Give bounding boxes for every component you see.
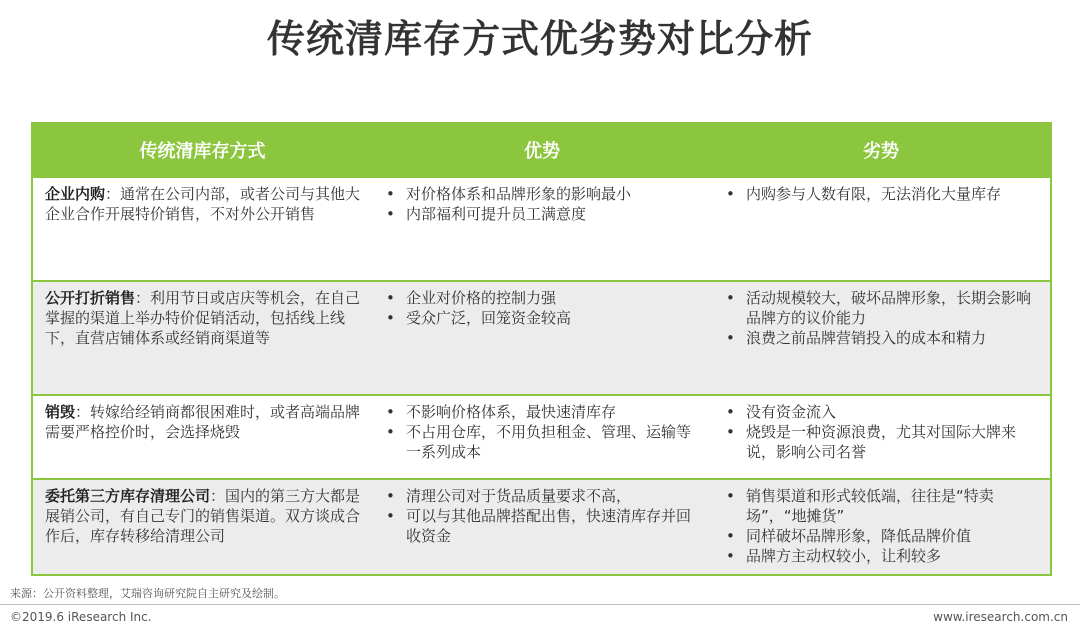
website-link[interactable]: www.iresearch.com.cn [933, 610, 1068, 624]
table-row [33, 395, 1050, 479]
footer-divider [0, 604, 1080, 605]
method-name: 委托第三方库存清理公司 [45, 487, 211, 505]
method-cell [33, 479, 372, 574]
method-name: 销毁 [45, 403, 76, 421]
table-row [33, 479, 1050, 574]
header-method: 传统清库存方式 [33, 124, 372, 177]
table-row [33, 281, 1050, 395]
pros-cell [372, 479, 712, 574]
copyright: ©2019.6 iResearch Inc. [10, 610, 152, 624]
list-item: • 企业对价格的控制力强 [382, 288, 704, 308]
list-item: • 品牌方主动权较小，让利较多 [722, 546, 1042, 566]
page-title: 传统清库存方式优劣势对比分析 [266, 17, 813, 61]
method-desc: ：国内的第三方大都是展销公司，有自己专门的销售渠道。双方谈成合作后，库存转移给清理公司 [45, 487, 361, 545]
list-item: • 内购参与人数有限，无法消化大量库存 [722, 184, 1042, 204]
header-cons: 劣势 [712, 124, 1050, 177]
cons-cell [712, 281, 1050, 395]
list-item: • 同样破坏品牌形象，降低品牌价值 [722, 526, 1042, 546]
list-item: • 烧毁是一种资源浪费，尤其对国际大牌来说，影响公司名誉 [722, 422, 1042, 462]
list-item: • 没有资金流入 [722, 402, 1042, 422]
cons-cell [712, 395, 1050, 479]
list-item: • 不占用仓库，不用负担租金、管理、运输等一系列成本 [382, 422, 704, 462]
list-item: • 内部福利可提升员工满意度 [382, 204, 704, 224]
table-header-row [33, 124, 1050, 177]
table-row [33, 177, 1050, 281]
method-desc: ：通常在公司内部，或者公司与其他大企业合作开展特价销售，不对外公开销售 [45, 185, 361, 223]
method-name: 公开打折销售 [45, 289, 136, 307]
method-desc: ：利用节日或店庆等机会，在自己掌握的渠道上举办特价促销活动，包括线上线下，直营店铺体系或经销商渠道等 [45, 289, 361, 347]
cons-cell [712, 479, 1050, 574]
pros-cell [372, 177, 712, 281]
source-note: 来源：公开资料整理，艾瑞咨询研究院自主研究及绘制。 [10, 587, 285, 600]
method-cell [33, 281, 372, 395]
list-item: • 不影响价格体系，最快速清库存 [382, 402, 704, 422]
list-item: • 活动规模较大，破坏品牌形象，长期会影响品牌方的议价能力 [722, 288, 1042, 328]
pros-cell [372, 281, 712, 395]
header-pros: 优势 [372, 124, 712, 177]
list-item: • 销售渠道和形式较低端，往往是“特卖场”，“地摊货” [722, 486, 1042, 526]
pros-cell [372, 395, 712, 479]
method-cell [33, 395, 372, 479]
list-item: • 浪费之前品牌营销投入的成本和精力 [722, 328, 1042, 348]
cons-cell [712, 177, 1050, 281]
list-item: • 对价格体系和品牌形象的影响最小 [382, 184, 704, 204]
list-item: • 清理公司对于货品质量要求不高， [382, 486, 704, 506]
list-item: • 可以与其他品牌搭配出售，快速清库存并回收资金 [382, 506, 704, 546]
comparison-table [31, 122, 1052, 576]
method-cell [33, 177, 372, 281]
method-desc: ：转嫁给经销商都很困难时，或者高端品牌需要严格控价时，会选择烧毁 [45, 403, 361, 441]
method-name: 企业内购 [45, 185, 106, 203]
list-item: • 受众广泛，回笼资金较高 [382, 308, 704, 328]
